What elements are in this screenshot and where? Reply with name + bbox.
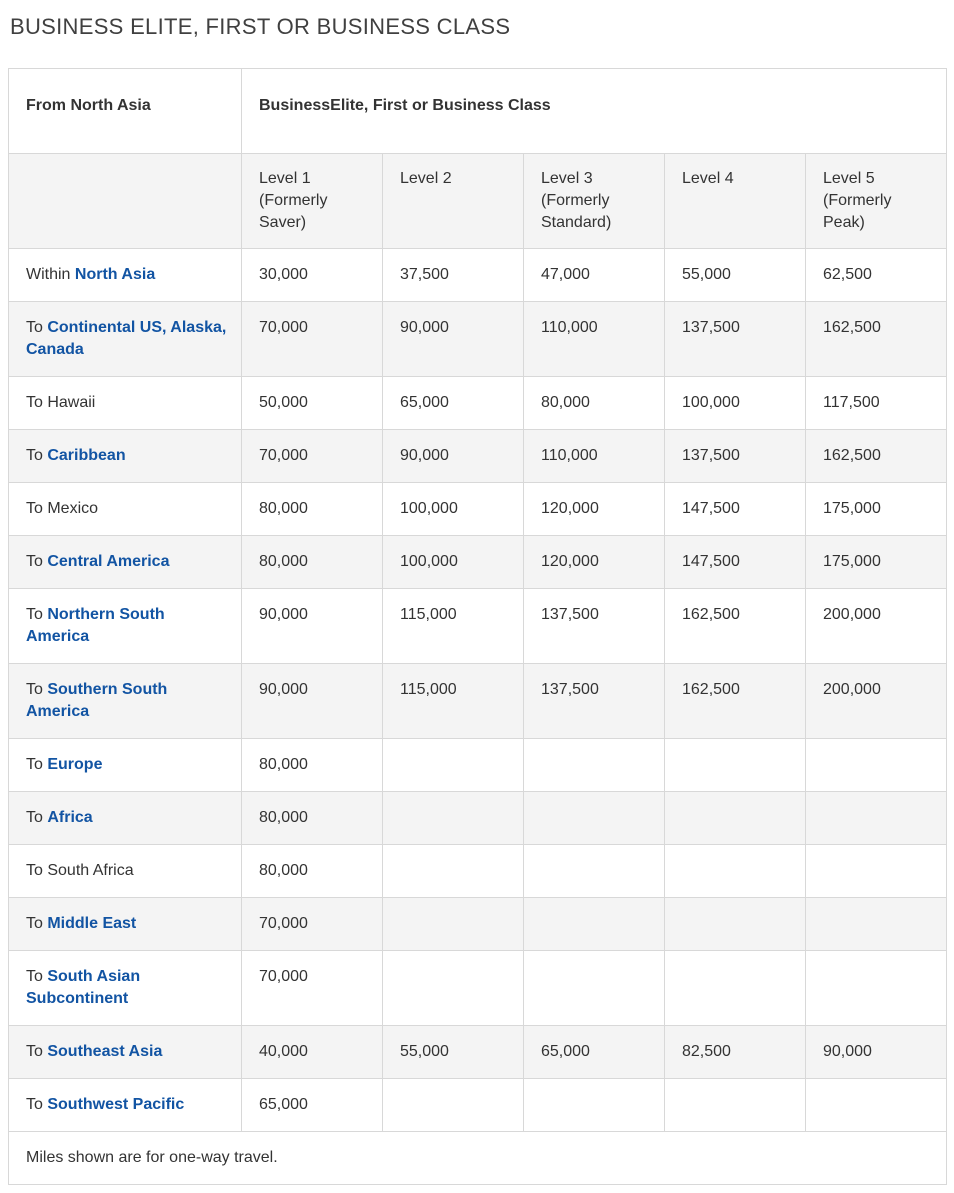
miles-value-cell <box>524 951 665 1026</box>
table-row <box>9 898 947 951</box>
table-row <box>9 589 947 664</box>
empty-header-cell <box>9 154 242 249</box>
miles-value-cell: 70,000 <box>242 430 383 483</box>
table-row <box>9 951 947 1026</box>
table-row <box>9 845 947 898</box>
miles-value-cell <box>665 845 806 898</box>
destination-link[interactable]: Northern South America <box>26 606 165 645</box>
corner-header-cell: From North Asia <box>9 69 242 154</box>
miles-value-cell: 100,000 <box>665 377 806 430</box>
miles-value-cell: 90,000 <box>242 589 383 664</box>
route-cell <box>9 536 242 589</box>
miles-value-cell: 162,500 <box>665 589 806 664</box>
miles-value-cell: 175,000 <box>806 483 947 536</box>
miles-value-cell: 80,000 <box>242 845 383 898</box>
miles-value-cell: 120,000 <box>524 536 665 589</box>
route-prefix: To <box>26 1043 48 1060</box>
miles-value-cell: 162,500 <box>806 430 947 483</box>
route-prefix: To <box>26 553 48 570</box>
level-3-header: Level 3 (Formerly Standard) <box>524 154 665 249</box>
miles-value-cell: 80,000 <box>524 377 665 430</box>
miles-value-cell <box>806 739 947 792</box>
destination-text: Mexico <box>47 500 99 517</box>
miles-value-cell: 162,500 <box>665 664 806 739</box>
class-group-header-cell: BusinessElite, First or Business Class <box>242 69 947 154</box>
miles-value-cell: 90,000 <box>383 302 524 377</box>
miles-value-cell: 100,000 <box>383 483 524 536</box>
miles-value-cell: 200,000 <box>806 664 947 739</box>
miles-value-cell: 50,000 <box>242 377 383 430</box>
miles-value-cell <box>383 951 524 1026</box>
miles-value-cell <box>383 1079 524 1132</box>
miles-value-cell: 137,500 <box>665 430 806 483</box>
miles-value-cell <box>665 898 806 951</box>
miles-value-cell: 110,000 <box>524 430 665 483</box>
table-row <box>9 302 947 377</box>
miles-value-cell: 80,000 <box>242 483 383 536</box>
miles-value-cell: 137,500 <box>524 664 665 739</box>
miles-value-cell: 147,500 <box>665 483 806 536</box>
miles-value-cell <box>524 845 665 898</box>
route-prefix: To <box>26 968 48 985</box>
table-row <box>9 377 947 430</box>
miles-value-cell <box>665 1079 806 1132</box>
level-2-header: Level 2 <box>383 154 524 249</box>
route-prefix: To <box>26 915 48 932</box>
award-chart-table <box>8 68 947 1185</box>
miles-value-cell <box>806 951 947 1026</box>
table-row <box>9 430 947 483</box>
route-prefix: To <box>26 394 48 411</box>
miles-value-cell <box>665 792 806 845</box>
destination-link[interactable]: Middle East <box>47 915 137 932</box>
miles-value-cell: 70,000 <box>242 898 383 951</box>
miles-value-cell: 90,000 <box>242 664 383 739</box>
miles-value-cell <box>383 739 524 792</box>
route-cell <box>9 430 242 483</box>
miles-value-cell: 115,000 <box>383 589 524 664</box>
miles-value-cell <box>665 951 806 1026</box>
miles-value-cell: 100,000 <box>383 536 524 589</box>
miles-value-cell: 65,000 <box>242 1079 383 1132</box>
miles-value-cell <box>383 845 524 898</box>
miles-value-cell: 55,000 <box>383 1026 524 1079</box>
miles-value-cell <box>806 792 947 845</box>
miles-value-cell: 80,000 <box>242 739 383 792</box>
level-1-header: Level 1 (Formerly Saver) <box>242 154 383 249</box>
route-cell <box>9 664 242 739</box>
miles-value-cell: 175,000 <box>806 536 947 589</box>
table-header-level-row <box>9 154 947 249</box>
route-cell <box>9 739 242 792</box>
miles-value-cell <box>806 1079 947 1132</box>
route-cell <box>9 1079 242 1132</box>
miles-value-cell <box>524 1079 665 1132</box>
destination-text: Hawaii <box>47 394 96 411</box>
table-header-group-row <box>9 69 947 154</box>
route-prefix: To <box>26 1096 48 1113</box>
route-cell <box>9 302 242 377</box>
miles-value-cell: 117,500 <box>806 377 947 430</box>
miles-value-cell: 147,500 <box>665 536 806 589</box>
route-prefix: Within <box>26 266 75 283</box>
miles-value-cell: 200,000 <box>806 589 947 664</box>
miles-value-cell: 37,500 <box>383 249 524 302</box>
miles-value-cell <box>806 898 947 951</box>
miles-value-cell <box>524 898 665 951</box>
miles-value-cell: 62,500 <box>806 249 947 302</box>
route-cell <box>9 951 242 1026</box>
table-body <box>9 249 947 1132</box>
miles-value-cell <box>524 739 665 792</box>
miles-value-cell: 137,500 <box>665 302 806 377</box>
miles-value-cell: 80,000 <box>242 536 383 589</box>
destination-link[interactable]: Southwest Pacific <box>47 1096 185 1113</box>
table-row <box>9 792 947 845</box>
miles-value-cell: 55,000 <box>665 249 806 302</box>
miles-value-cell: 47,000 <box>524 249 665 302</box>
miles-value-cell: 70,000 <box>242 302 383 377</box>
table-row <box>9 483 947 536</box>
miles-value-cell <box>806 845 947 898</box>
miles-value-cell <box>524 792 665 845</box>
route-prefix: To <box>26 500 48 517</box>
miles-value-cell <box>665 739 806 792</box>
route-prefix: To <box>26 606 48 623</box>
table-row <box>9 249 947 302</box>
miles-value-cell: 65,000 <box>524 1026 665 1079</box>
miles-value-cell: 137,500 <box>524 589 665 664</box>
table-row <box>9 536 947 589</box>
destination-link[interactable]: Southeast Asia <box>47 1043 163 1060</box>
table-row <box>9 1026 947 1079</box>
miles-value-cell: 110,000 <box>524 302 665 377</box>
destination-text: South Africa <box>47 862 134 879</box>
route-prefix: To <box>26 447 48 464</box>
level-4-header: Level 4 <box>665 154 806 249</box>
miles-value-cell: 115,000 <box>383 664 524 739</box>
table-row <box>9 1079 947 1132</box>
route-cell <box>9 589 242 664</box>
miles-value-cell: 90,000 <box>806 1026 947 1079</box>
miles-value-cell: 80,000 <box>242 792 383 845</box>
destination-link[interactable]: North Asia <box>74 266 156 283</box>
destination-link[interactable]: Europe <box>47 756 103 773</box>
miles-value-cell: 40,000 <box>242 1026 383 1079</box>
miles-value-cell: 30,000 <box>242 249 383 302</box>
footnote-row <box>9 1132 947 1185</box>
miles-value-cell: 120,000 <box>524 483 665 536</box>
table-row <box>9 739 947 792</box>
page-title: BUSINESS ELITE, FIRST OR BUSINESS CLASS <box>10 14 511 39</box>
miles-value-cell <box>383 898 524 951</box>
miles-value-cell: 162,500 <box>806 302 947 377</box>
route-cell <box>9 792 242 845</box>
destination-link[interactable]: South Asian Subcontinent <box>26 968 141 1007</box>
miles-value-cell: 70,000 <box>242 951 383 1026</box>
route-prefix: To <box>26 809 48 826</box>
level-5-header: Level 5 (Formerly Peak) <box>806 154 947 249</box>
route-cell <box>9 898 242 951</box>
route-prefix: To <box>26 681 48 698</box>
route-prefix: To <box>26 862 48 879</box>
footnote-text: Miles shown are for one-way travel. <box>9 1132 947 1185</box>
table-row <box>9 664 947 739</box>
destination-link[interactable]: Africa <box>47 809 93 826</box>
destination-link[interactable]: Southern South America <box>26 681 168 720</box>
route-cell <box>9 845 242 898</box>
route-cell <box>9 483 242 536</box>
route-prefix: To <box>26 756 48 773</box>
miles-value-cell: 65,000 <box>383 377 524 430</box>
route-cell <box>9 377 242 430</box>
destination-link[interactable]: Caribbean <box>47 447 126 464</box>
route-cell <box>9 1026 242 1079</box>
miles-value-cell: 90,000 <box>383 430 524 483</box>
route-cell <box>9 249 242 302</box>
destination-link[interactable]: Continental US, Alaska, Canada <box>26 319 227 358</box>
miles-value-cell: 82,500 <box>665 1026 806 1079</box>
destination-link[interactable]: Central America <box>47 553 170 570</box>
route-prefix: To <box>26 319 48 336</box>
miles-value-cell <box>383 792 524 845</box>
